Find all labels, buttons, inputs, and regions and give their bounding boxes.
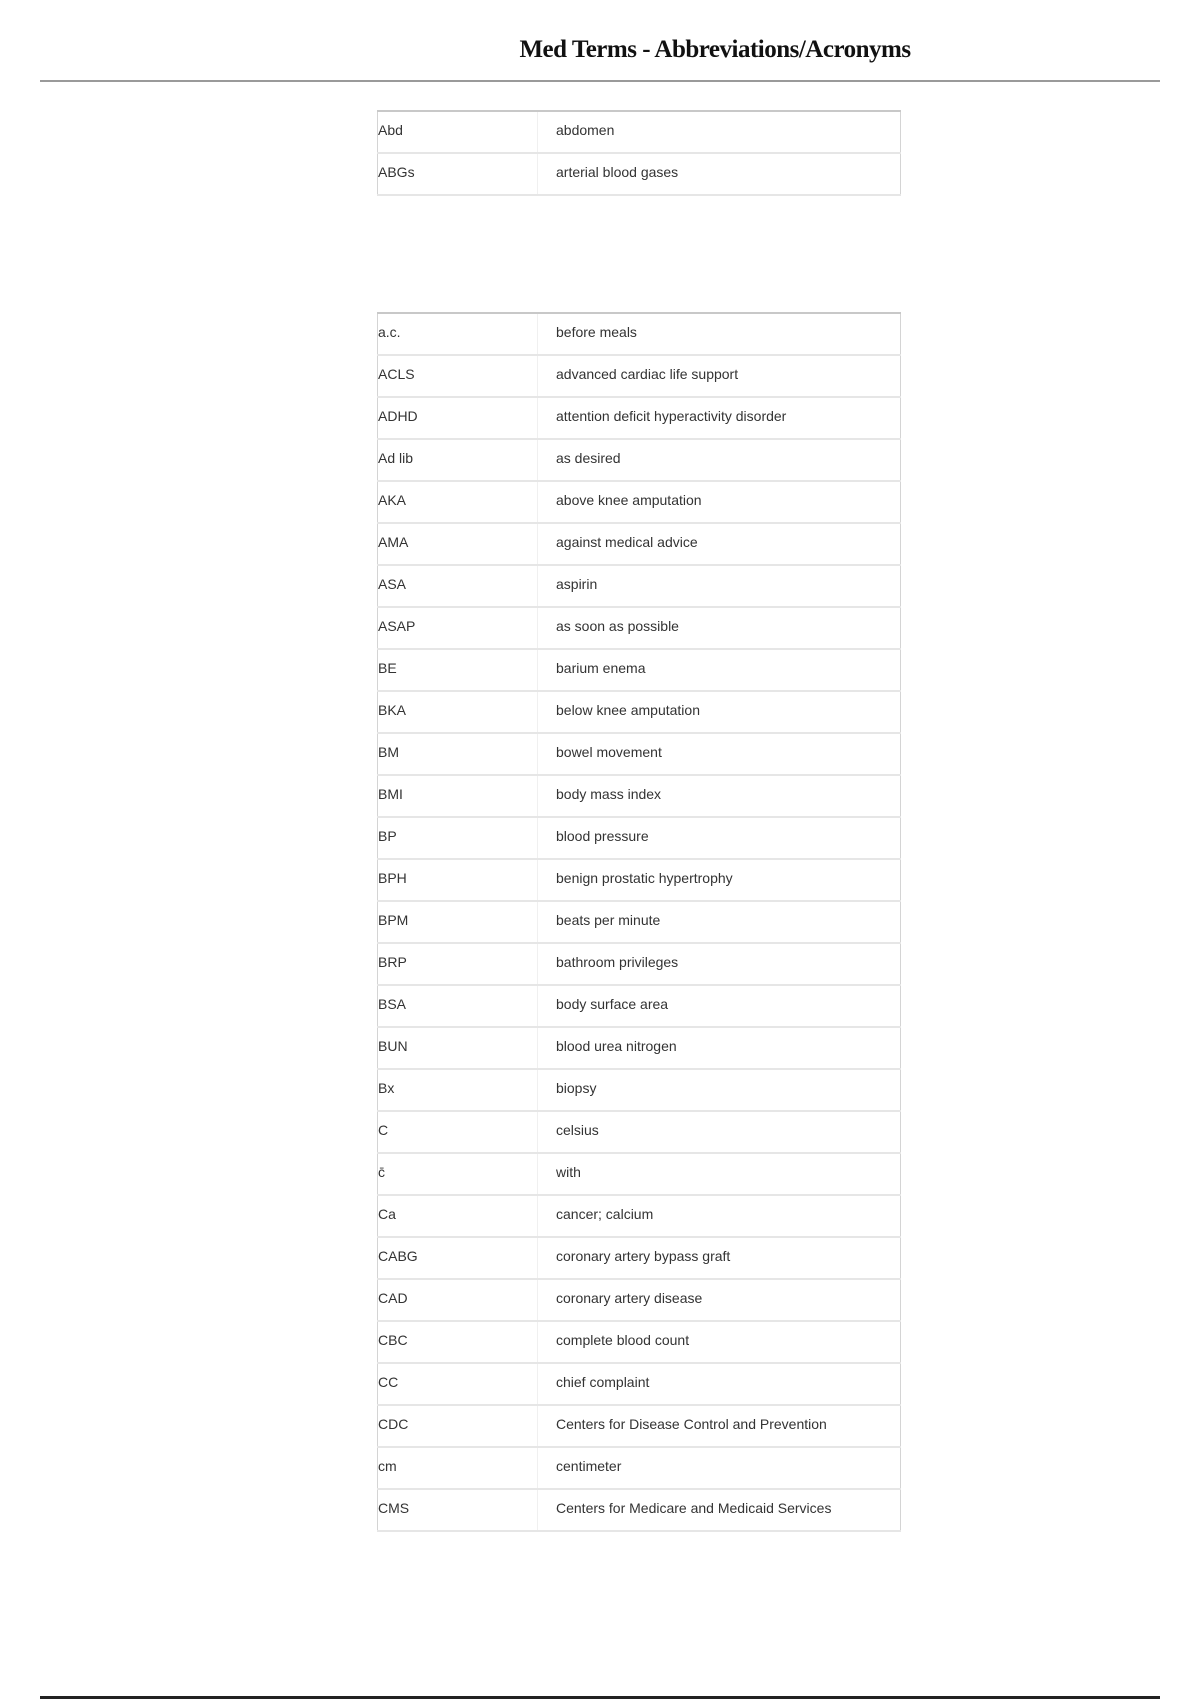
definition-cell: below knee amputation bbox=[538, 691, 901, 733]
definition-cell: chief complaint bbox=[538, 1363, 901, 1405]
table-row bbox=[378, 1363, 901, 1405]
definition-cell: coronary artery disease bbox=[538, 1279, 901, 1321]
table-row bbox=[378, 775, 901, 817]
abbreviation-cell: c̄ bbox=[378, 1153, 538, 1195]
table-row bbox=[378, 733, 901, 775]
table-row bbox=[378, 1279, 901, 1321]
definition-cell: body mass index bbox=[538, 775, 901, 817]
definition-cell: before meals bbox=[538, 313, 901, 355]
abbreviation-cell: CBC bbox=[378, 1321, 538, 1363]
abbreviation-cell: CABG bbox=[378, 1237, 538, 1279]
table-row bbox=[378, 817, 901, 859]
footer-divider bbox=[40, 1696, 1160, 1699]
definition-cell: attention deficit hyperactivity disorder bbox=[538, 397, 901, 439]
abbreviation-cell: CAD bbox=[378, 1279, 538, 1321]
definition-cell: centimeter bbox=[538, 1447, 901, 1489]
table-row bbox=[378, 355, 901, 397]
abbreviation-cell: CMS bbox=[378, 1489, 538, 1531]
abbreviation-table-2 bbox=[377, 312, 901, 1532]
definition-cell: against medical advice bbox=[538, 523, 901, 565]
table-row bbox=[378, 523, 901, 565]
abbreviation-table-1 bbox=[377, 110, 901, 196]
abbreviation-cell: BUN bbox=[378, 1027, 538, 1069]
definition-cell: as desired bbox=[538, 439, 901, 481]
table-row bbox=[378, 439, 901, 481]
abbreviation-cell: BE bbox=[378, 649, 538, 691]
abbreviation-cell: Bx bbox=[378, 1069, 538, 1111]
table-row bbox=[378, 313, 901, 355]
definition-cell: body surface area bbox=[538, 985, 901, 1027]
definition-cell: as soon as possible bbox=[538, 607, 901, 649]
definition-cell: cancer; calcium bbox=[538, 1195, 901, 1237]
abbreviation-cell: Ca bbox=[378, 1195, 538, 1237]
table-row bbox=[378, 607, 901, 649]
table-row bbox=[378, 1069, 901, 1111]
definition-cell: beats per minute bbox=[538, 901, 901, 943]
abbreviation-cell: ABGs bbox=[378, 153, 538, 195]
table-row bbox=[378, 985, 901, 1027]
table-row bbox=[378, 691, 901, 733]
table-row bbox=[378, 901, 901, 943]
definition-cell: biopsy bbox=[538, 1069, 901, 1111]
table-row bbox=[378, 943, 901, 985]
table-row bbox=[378, 565, 901, 607]
table-row bbox=[378, 111, 901, 153]
table-row bbox=[378, 1195, 901, 1237]
table-row bbox=[378, 153, 901, 195]
definition-cell: abdomen bbox=[538, 111, 901, 153]
abbreviation-cell: Ad lib bbox=[378, 439, 538, 481]
definition-cell: barium enema bbox=[538, 649, 901, 691]
table-row bbox=[378, 859, 901, 901]
abbreviation-cell: BP bbox=[378, 817, 538, 859]
abbreviation-cell: BM bbox=[378, 733, 538, 775]
table-row bbox=[378, 1111, 901, 1153]
abbreviation-cell: a.c. bbox=[378, 313, 538, 355]
abbreviation-cell: ASA bbox=[378, 565, 538, 607]
table-row bbox=[378, 481, 901, 523]
definition-cell: aspirin bbox=[538, 565, 901, 607]
definition-cell: celsius bbox=[538, 1111, 901, 1153]
abbreviation-cell: CC bbox=[378, 1363, 538, 1405]
abbreviation-cell: BMI bbox=[378, 775, 538, 817]
table-row bbox=[378, 397, 901, 439]
definition-cell: benign prostatic hypertrophy bbox=[538, 859, 901, 901]
abbreviation-cell: BPH bbox=[378, 859, 538, 901]
definition-cell: above knee amputation bbox=[538, 481, 901, 523]
definition-cell: blood pressure bbox=[538, 817, 901, 859]
table-row bbox=[378, 1237, 901, 1279]
abbreviation-cell: ACLS bbox=[378, 355, 538, 397]
abbreviation-cell: BPM bbox=[378, 901, 538, 943]
abbreviation-cell: C bbox=[378, 1111, 538, 1153]
definition-cell: advanced cardiac life support bbox=[538, 355, 901, 397]
table-row bbox=[378, 1027, 901, 1069]
definition-cell: complete blood count bbox=[538, 1321, 901, 1363]
definition-cell: coronary artery bypass graft bbox=[538, 1237, 901, 1279]
page-title: Med Terms - Abbreviations/Acronyms bbox=[519, 36, 911, 63]
title-divider bbox=[40, 80, 1160, 82]
table-row bbox=[378, 1405, 901, 1447]
table-row bbox=[378, 1447, 901, 1489]
abbreviation-cell: BSA bbox=[378, 985, 538, 1027]
definition-cell: Centers for Medicare and Medicaid Services bbox=[538, 1489, 901, 1531]
definition-cell: blood urea nitrogen bbox=[538, 1027, 901, 1069]
definition-cell: Centers for Disease Control and Prevention bbox=[538, 1405, 901, 1447]
abbreviation-cell: ASAP bbox=[378, 607, 538, 649]
table-row bbox=[378, 1321, 901, 1363]
abbreviation-cell: BRP bbox=[378, 943, 538, 985]
abbreviation-cell: BKA bbox=[378, 691, 538, 733]
abbreviation-cell: CDC bbox=[378, 1405, 538, 1447]
abbreviation-cell: Abd bbox=[378, 111, 538, 153]
abbreviation-cell: AMA bbox=[378, 523, 538, 565]
table-row bbox=[378, 1153, 901, 1195]
definition-cell: bathroom privileges bbox=[538, 943, 901, 985]
table-row bbox=[378, 649, 901, 691]
abbreviation-cell: AKA bbox=[378, 481, 538, 523]
abbreviation-cell: cm bbox=[378, 1447, 538, 1489]
definition-cell: bowel movement bbox=[538, 733, 901, 775]
abbreviation-cell: ADHD bbox=[378, 397, 538, 439]
definition-cell: arterial blood gases bbox=[538, 153, 901, 195]
table-row bbox=[378, 1489, 901, 1531]
definition-cell: with bbox=[538, 1153, 901, 1195]
